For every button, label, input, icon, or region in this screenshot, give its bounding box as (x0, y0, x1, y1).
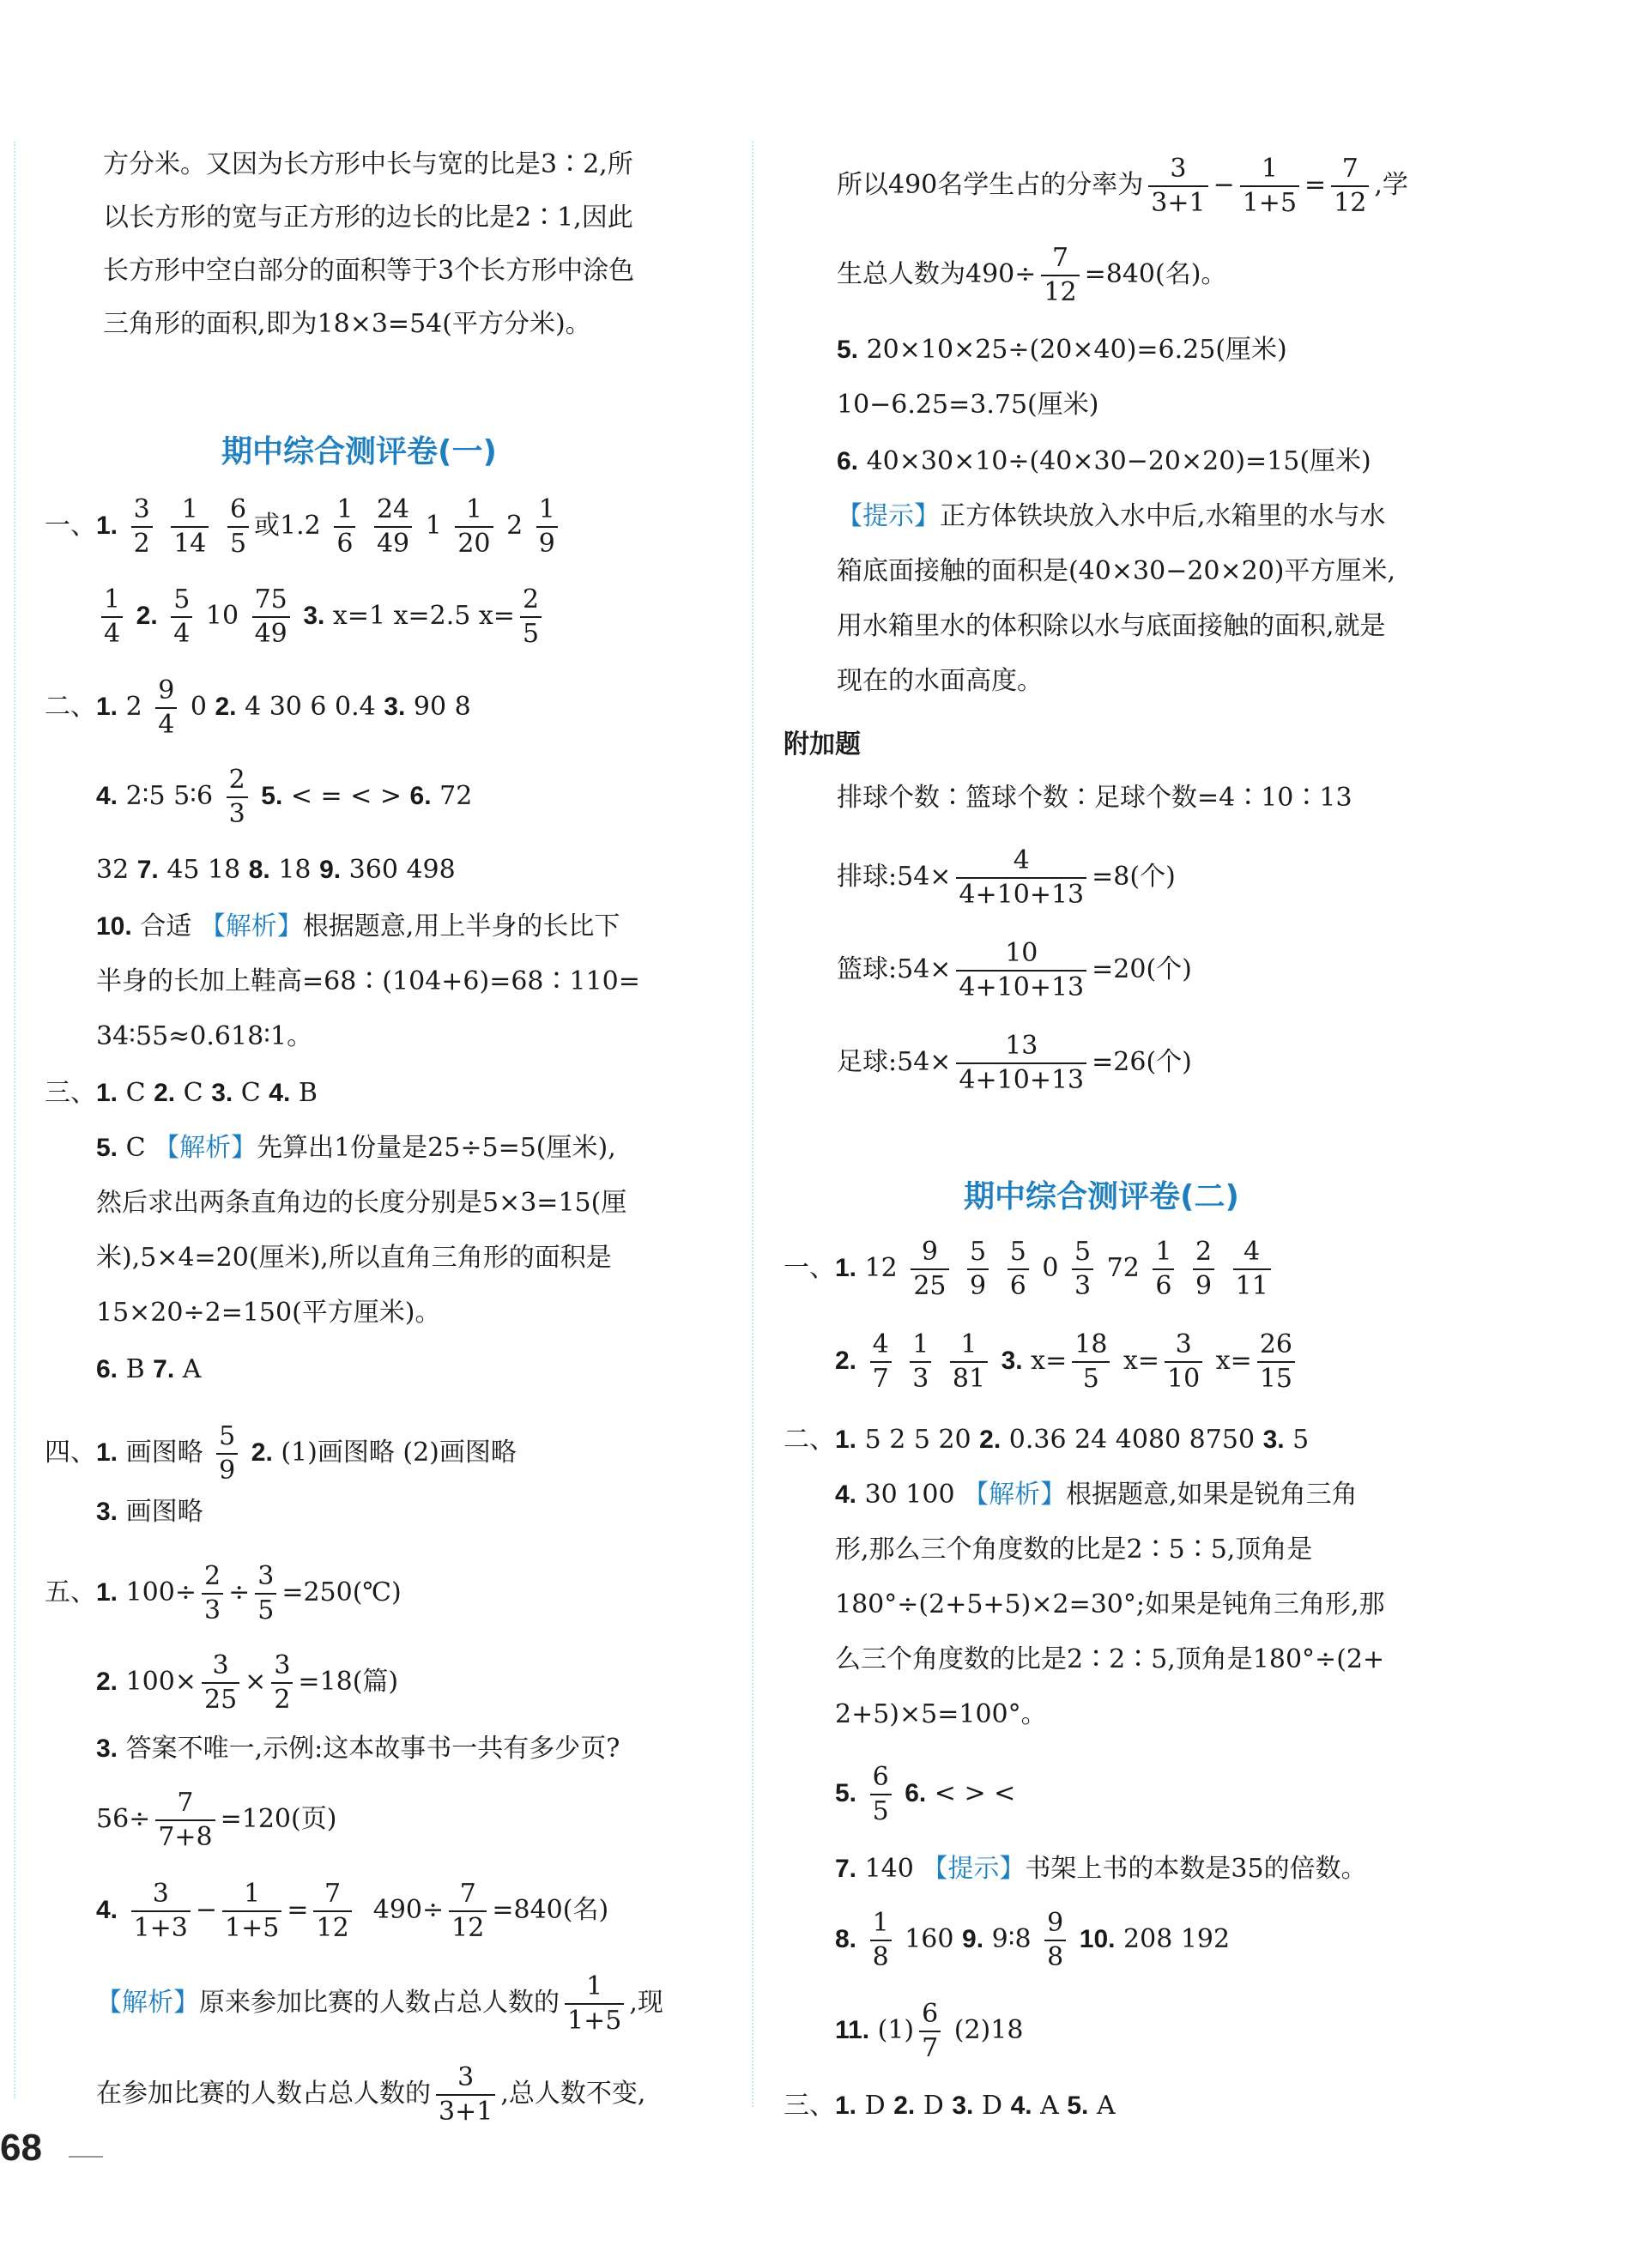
fraction: $\frac{1}{20}$ (455, 493, 493, 560)
text-line: 形,那么三个角度数的比是2∶5∶5,顶角是 (835, 1535, 1313, 1565)
answer-line: 4. 2∶5 5∶6 $\frac{2}{3}$ 5. < = < > 6. 72 (96, 765, 473, 829)
text-line: 现在的水面高度。 (837, 666, 1043, 696)
answer-line: $\frac{1}{4}$ 2. $\frac{5}{4}$ 10 $\frac{75}{49}$ 3. x=1 x=2.5 x= $\frac{2}{5}$ (96, 584, 547, 651)
answer-line: 2. $\frac{4}{7}$ $\frac{1}{3}$ $\frac{1}{81}$ 3. x= $\frac{18}{5}$ x= $\frac{3}{10}$ x= $\frac{26}{15}$ (835, 1329, 1300, 1395)
text-line: 么三个角度数的比是2∶2∶5,顶角是180°÷(2+ (835, 1644, 1385, 1674)
fraction: $\frac{75}{49}$ (252, 584, 290, 651)
fraction: $\frac{3}{1+3}$ (131, 1878, 191, 1945)
fraction: $\frac{3}{10}$ (1165, 1329, 1202, 1395)
answer-line: 在参加比赛的人数占总人数的 $\frac{3}{3+1}$ ,总人数不变, (96, 2062, 646, 2127)
answer-line: 6. B 7. A (96, 1354, 202, 1384)
answer-line: 4. 30 100 【解析】根据题意,如果是锐角三角 (835, 1480, 1358, 1510)
text-line: 米),5×4=20(厘米),所以直角三角形的面积是 (96, 1243, 612, 1273)
fraction: $\frac{18}{5}$ (1072, 1329, 1110, 1395)
fraction: $\frac{1}{8}$ (870, 1907, 892, 1974)
answer-line: 3. 画图略 (96, 1497, 203, 1527)
fraction: $\frac{3}{3+1}$ (1148, 153, 1207, 220)
fraction: $\frac{3}{3+1}$ (436, 2061, 495, 2128)
answer-line: 足球:54× $\frac{13}{4+10+13}$ =26(个) (837, 1031, 1192, 1095)
fraction: $\frac{4}{4+10+13}$ (956, 844, 1086, 911)
analysis-tag: 【解析】 (963, 1480, 1067, 1510)
section-title-midterm-1: 期中综合测评卷(一) (221, 434, 497, 469)
page-number: 68 (0, 2127, 42, 2169)
text-line: 以长方形的宽与正方形的边长的比是2∶1,因此 (103, 203, 633, 233)
fraction: $\frac{1}{14}$ (171, 493, 209, 560)
answer-line: 二、1. 5 2 5 20 2. 0.36 24 4080 8750 3. 5 (784, 1425, 1310, 1455)
fraction: $\frac{5}{9}$ (216, 1420, 238, 1487)
analysis-tag: 【解析】 (199, 911, 303, 941)
text-line: 长方形中空白部分的面积等于3个长方形中涂色 (103, 256, 635, 286)
answer-line: 一、1. 12 $\frac{9}{25}$ $\frac{5}{9}$ $\frac{5}{6}$ 0 $\frac{5}{3}$ 72 $\frac{1}{6}$ $\frac{2}{9}$ $\frac{4}{11}$ (784, 1236, 1276, 1303)
fraction: $\frac{2}{3}$ (202, 1560, 223, 1627)
answer-line: 56÷ $\frac{7}{7+8}$ =120(页) (96, 1788, 337, 1852)
fraction: $\frac{4}{11}$ (1233, 1236, 1271, 1303)
answer-line: 4. $\frac{3}{1+3}$ − $\frac{1}{1+5}$ = $\frac{7}{12}$ 490÷ $\frac{7}{12}$ =840(名) (96, 1879, 609, 1943)
section-title-midterm-2: 期中综合测评卷(二) (964, 1179, 1239, 1214)
fraction: $\frac{5}{3}$ (1072, 1236, 1093, 1303)
fraction: $\frac{1}{9}$ (536, 493, 558, 560)
answer-line: 四、1. 画图略 $\frac{5}{9}$ 2. (1)画图略 (2)画图略 (45, 1421, 517, 1486)
analysis-tag: 【解析】 (96, 1988, 199, 2018)
fraction: $\frac{13}{4+10+13}$ (956, 1030, 1086, 1097)
text-line: 用水箱里水的体积除以水与底面接触的面积,就是 (837, 611, 1386, 641)
fraction: $\frac{5}{9}$ (967, 1236, 989, 1303)
text-line: 然后求出两条直角边的长度分别是5×3=15(厘 (96, 1188, 627, 1218)
answer-line: 8. $\frac{1}{8}$ 160 9. 9∶8 $\frac{9}{8}$ 10. 208 192 (835, 1908, 1231, 1972)
text-line: 三角形的面积,即为18×3=54(平方分米)。 (103, 309, 591, 339)
answer-line: 6. 40×30×10÷(40×30−20×20)=15(厘米) (837, 446, 1371, 476)
answer-line: 三、1. C 2. C 3. C 4. B (45, 1078, 318, 1108)
text-line: 10−6.25=3.75(厘米) (837, 390, 1099, 420)
fraction: $\frac{9}{25}$ (911, 1236, 948, 1303)
fraction: $\frac{1}{81}$ (950, 1329, 988, 1395)
fraction: $\frac{1}{4}$ (101, 584, 123, 651)
text-line: 半身的长加上鞋高=68∶(104+6)=68∶110= (96, 966, 640, 996)
column-divider (752, 142, 753, 2107)
left-margin-rule (14, 142, 15, 2098)
fraction: $\frac{3}{2}$ (131, 493, 153, 560)
addon-title: 附加题 (784, 729, 861, 760)
fraction: $\frac{4}{7}$ (870, 1329, 892, 1395)
answer-line: 篮球:54× $\frac{10}{4+10+13}$ =20(个) (837, 938, 1192, 1002)
text-line: 2+5)×5=100°。 (835, 1699, 1047, 1729)
fraction: $\frac{1}{1+5}$ (222, 1878, 281, 1945)
fraction: $\frac{7}{12}$ (449, 1878, 487, 1945)
fraction: $\frac{24}{49}$ (374, 493, 412, 560)
text-line: 180°÷(2+5+5)×2=30°;如果是钝角三角形,那 (835, 1589, 1385, 1619)
fraction: $\frac{7}{12}$ (1041, 242, 1079, 309)
text-line: 方分米。又因为长方形中长与宽的比是3∶2,所 (103, 149, 633, 179)
fraction: $\frac{7}{7+8}$ (155, 1787, 215, 1854)
fraction: $\frac{1}{1+5}$ (1240, 153, 1299, 220)
answer-line: 2. 100× $\frac{3}{25}$ × $\frac{3}{2}$ =18(篇) (96, 1650, 399, 1715)
analysis-tag: 【解析】 (154, 1133, 257, 1163)
fraction: $\frac{1}{6}$ (334, 493, 355, 560)
hint-tag: 【提示】 (837, 501, 940, 531)
answer-line: 5. C 【解析】先算出1份量是25÷5=5(厘米), (96, 1133, 616, 1163)
answer-line: 11. (1) $\frac{6}{7}$ (2)18 (835, 1999, 1024, 2063)
fraction: $\frac{10}{4+10+13}$ (956, 937, 1086, 1004)
answer-line: 32 7. 45 18 8. 18 9. 360 498 (96, 855, 456, 885)
fraction: $\frac{1}{1+5}$ (565, 1970, 624, 2037)
fraction: $\frac{7}{12}$ (1331, 153, 1369, 220)
fraction: $\frac{6}{5}$ (870, 1761, 892, 1828)
answer-line: 10. 合适 【解析】根据题意,用上半身的长比下 (96, 911, 620, 941)
fraction: $\frac{2}{3}$ (227, 764, 248, 831)
fraction: $\frac{9}{4}$ (155, 675, 177, 742)
fraction: $\frac{2}{9}$ (1193, 1236, 1214, 1303)
answer-line: 排球:54× $\frac{4}{4+10+13}$ =8(个) (837, 845, 1176, 910)
answer-line: 5. $\frac{6}{5}$ 6. < > < (835, 1762, 1016, 1826)
answer-line: 三、1. D 2. D 3. D 4. A 5. A (784, 2091, 1116, 2121)
fraction: $\frac{5}{6}$ (1008, 1236, 1029, 1303)
answer-line: 7. 140 【提示】书架上书的本数是35的倍数。 (835, 1854, 1367, 1884)
answer-line: 【解析】原来参加比赛的人数占总人数的 $\frac{1}{1+5}$ ,现 (96, 1971, 663, 2036)
fraction: $\frac{9}{8}$ (1044, 1907, 1066, 1974)
answer-line: 生总人数为490÷ $\frac{7}{12}$ =840(名)。 (837, 243, 1227, 307)
text-line: 15×20÷2=150(平方厘米)。 (96, 1298, 441, 1328)
fraction: $\frac{7}{12}$ (313, 1878, 351, 1945)
fraction: $\frac{3}{25}$ (202, 1650, 239, 1716)
page-number-rule (69, 2156, 103, 2158)
answer-line: 5. 20×10×25÷(20×40)=6.25(厘米) (837, 335, 1287, 365)
hint-tag: 【提示】 (922, 1854, 1026, 1884)
answer-line: 五、1. 100÷ $\frac{2}{3}$ ÷ $\frac{3}{5}$ =250(℃) (45, 1561, 402, 1625)
fraction: $\frac{3}{2}$ (271, 1650, 293, 1716)
fraction: $\frac{6}{7}$ (919, 1998, 941, 2065)
fraction: $\frac{2}{5}$ (520, 584, 542, 651)
text-line: 排球个数∶篮球个数∶足球个数=4∶10∶13 (837, 783, 1352, 813)
fraction: $\frac{6}{5}$ (227, 493, 249, 560)
text-line: 箱底面接触的面积是(40×30−20×20)平方厘米, (837, 556, 1396, 586)
answer-line: 所以490名学生占的分率为 $\frac{3}{3+1}$ − $\frac{1}{1+5}$ = $\frac{7}{12}$ ,学 (837, 154, 1408, 218)
fraction: $\frac{5}{4}$ (171, 584, 192, 651)
answer-line: 【提示】正方体铁块放入水中后,水箱里的水与水 (837, 501, 1386, 531)
answer-line: 二、1. 2 $\frac{9}{4}$ 0 2. 4 30 6 0.4 3. 90 8 (45, 675, 471, 740)
text-line: 34∶55≈0.618∶1。 (96, 1021, 313, 1051)
answer-line: 3. 答案不唯一,示例:这本故事书一共有多少页? (96, 1734, 620, 1764)
fraction: $\frac{1}{3}$ (910, 1329, 931, 1395)
fraction: $\frac{1}{6}$ (1153, 1236, 1174, 1303)
answer-line: 一、1. $\frac{3}{2}$ $\frac{1}{14}$ $\frac{6}{5}$ 或1.2 $\frac{1}{6}$ $\frac{24}{49}$ 1 $\frac{1}{20}$ 2 $\frac{1}{9}$ (45, 493, 563, 560)
fraction: $\frac{26}{15}$ (1257, 1329, 1295, 1395)
fraction: $\frac{3}{5}$ (255, 1560, 276, 1627)
